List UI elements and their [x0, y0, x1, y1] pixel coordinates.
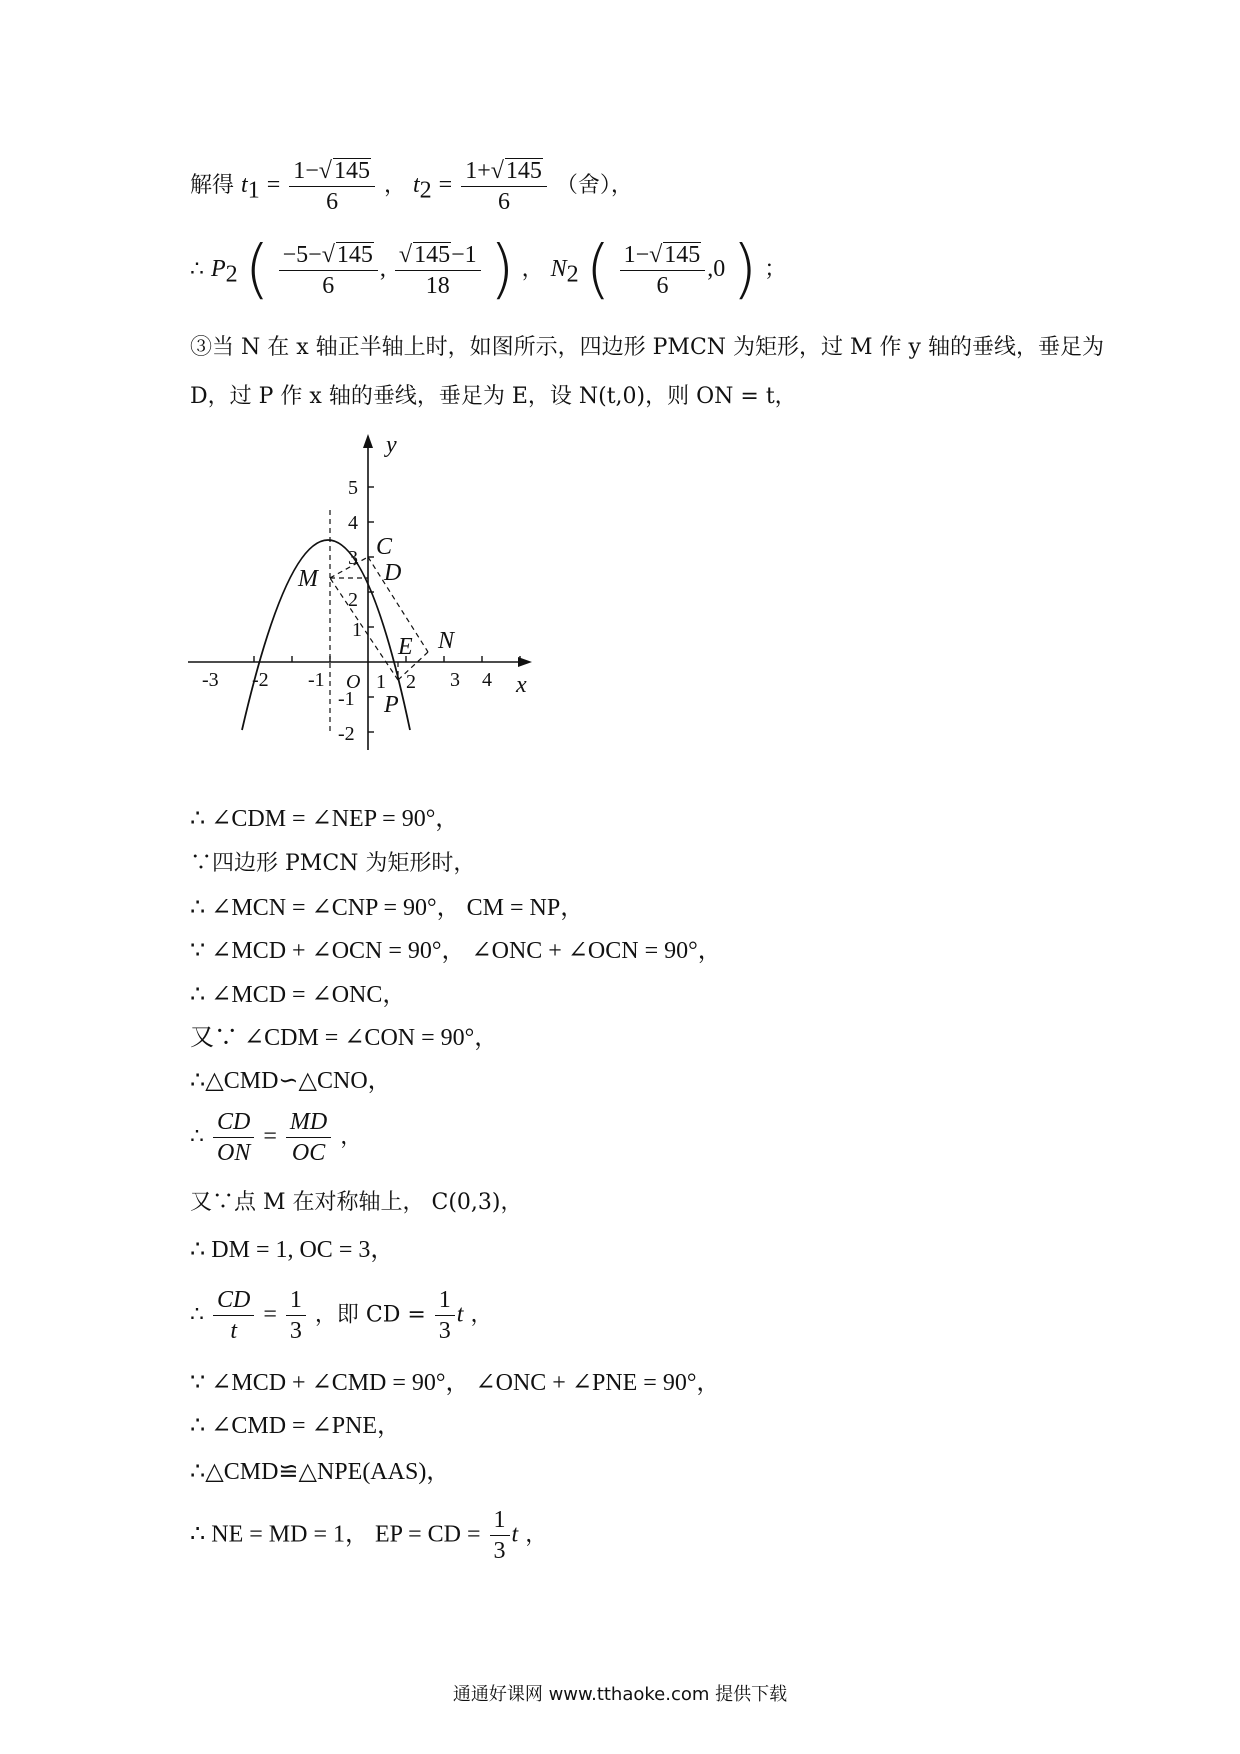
point-label-d: D — [384, 560, 402, 586]
text: ； — [764, 257, 787, 282]
denominator: 6 — [326, 189, 339, 215]
denominator: 6 — [322, 273, 335, 299]
point-n: N — [550, 256, 567, 282]
y-tick-label: 3 — [348, 547, 358, 569]
page-footer: 通通好课网 www.tthaoke.com 提供下载 — [452, 1684, 788, 1705]
y-tick-label: 2 — [348, 589, 358, 611]
var-t: t — [412, 172, 420, 198]
denominator: OC — [291, 1140, 326, 1166]
var-t: t — [456, 1301, 464, 1328]
text: ,0 — [707, 256, 726, 282]
proof-line: ∴ ∠MCN = ∠CNP = 90°， CM = NP， — [190, 895, 585, 921]
denominator: t — [230, 1318, 237, 1344]
fraction — [286, 1110, 331, 1165]
proof-line: ∵四边形 PMCN 为矩形时， — [190, 851, 476, 876]
text: ， — [340, 1124, 363, 1150]
equals: = — [266, 172, 281, 198]
point-p: P — [211, 256, 226, 282]
x-tick-label: -1 — [308, 669, 325, 691]
fraction-py: $\frac{√145-1}{18}$ — [395, 242, 481, 298]
radicand: 145 — [336, 242, 373, 268]
text: ，即 CD = — [314, 1302, 426, 1328]
subscript: 2 — [419, 177, 432, 204]
denominator: 3 — [493, 1538, 506, 1564]
proof-line: ∴△CMD∽△CNO， — [190, 1068, 392, 1094]
numerator: −5− — [282, 242, 322, 268]
denominator: 3 — [289, 1318, 302, 1344]
therefore: ∴ — [190, 1302, 204, 1328]
fraction-nx: $\frac{1-√145}{6}$ — [620, 242, 706, 298]
fraction — [435, 1288, 455, 1343]
equals: = — [438, 172, 453, 198]
proof-line: ∴ DM = 1, OC = 3， — [190, 1237, 395, 1263]
point-label-m: M — [298, 566, 318, 592]
proof-line-cd — [190, 1288, 492, 1343]
fraction — [286, 1288, 306, 1343]
point-label-p: P — [384, 692, 399, 718]
denominator: 6 — [656, 273, 669, 299]
var-t: t — [241, 172, 248, 198]
x-axis-label: x — [516, 672, 527, 698]
radicand: 145 — [664, 242, 701, 268]
subscript: 2 — [225, 261, 238, 288]
proof-line: 又∵点 M 在对称轴上， C(0,3)， — [190, 1190, 523, 1215]
x-tick-label: 2 — [406, 671, 416, 693]
text: （舍）， — [555, 173, 633, 198]
solution-line-p2-n2: ∴ $P_2$ ( $\frac{-5-√145}{6}$ , $\frac{√145-1}{18}$ ) ， $N_2$ ( $\frac{1-√145}{6}$ ,0 ) ； — [190, 233, 787, 307]
y-tick-label: 5 — [348, 477, 358, 499]
point-label-n: N — [438, 628, 455, 654]
fraction-t2: $\frac{1+√145}{6}$ — [461, 158, 547, 214]
proof-line: ∴ ∠CMD = ∠PNE， — [190, 1413, 402, 1439]
therefore: ∴ — [190, 257, 204, 282]
x-tick-label: -3 — [202, 669, 219, 691]
point-label-c: C — [376, 534, 393, 560]
x-tick-label: 3 — [450, 669, 460, 691]
case-three-text: ③当 N 在 x 轴正半轴上时，如图所示，四边形 PMCN 为矩形，过 M 作 y 轴的垂线，垂足为 — [190, 335, 1104, 360]
proof-line: 又∵ ∠CDM = ∠CON = 90°， — [190, 1025, 499, 1051]
equals: = — [263, 1301, 277, 1328]
numerator: −1 — [451, 242, 477, 268]
y-tick-label: -2 — [338, 723, 355, 745]
y-axis-arrow — [363, 434, 373, 448]
radicand: 145 — [414, 242, 451, 268]
case-three-text-cont: D，过 P 作 x 轴的垂线，垂足为 E，设 N(t,0)，则 ON = t， — [190, 384, 797, 409]
denominator: 18 — [425, 273, 450, 299]
y-axis-label: y — [386, 432, 397, 458]
var-t: t — [511, 1521, 519, 1548]
proof-line-final — [190, 1508, 547, 1563]
proof-line: ∴ ∠CDM = ∠NEP = 90°， — [190, 806, 460, 832]
x-tick-label: -2 — [252, 669, 269, 691]
proof-line: ∴△CMD≌△NPE(AAS)， — [190, 1459, 451, 1485]
therefore: ∴ — [190, 1124, 204, 1150]
text: ， — [383, 173, 406, 198]
numerator: 1 — [490, 1508, 510, 1536]
numerator: CD — [213, 1110, 254, 1138]
numerator: 1 — [286, 1288, 306, 1316]
numerator: 1− — [623, 242, 650, 268]
proof-line: ∵ ∠MCD + ∠CMD = 90°， ∠ONC + ∠PNE = 90°， — [190, 1370, 721, 1396]
numerator: 1 — [435, 1288, 455, 1316]
text: ∴ NE = MD = 1， EP = CD = — [190, 1521, 481, 1548]
text: ， — [525, 1522, 548, 1548]
parabola-figure — [180, 430, 540, 760]
numerator: 1+ — [465, 158, 491, 184]
denominator: ON — [217, 1140, 251, 1166]
denominator: 6 — [498, 189, 511, 215]
proof-line: ∵ ∠MCD + ∠OCN = 90°， ∠ONC + ∠OCN = 90°， — [190, 938, 722, 964]
equals: = — [263, 1123, 277, 1150]
y-tick-label: 4 — [348, 512, 358, 534]
y-tick-label: 1 — [352, 619, 362, 641]
numerator: MD — [286, 1110, 331, 1138]
fraction-t1: $\frac{1-√145}{6}$ — [289, 158, 375, 214]
text: ， — [470, 1302, 493, 1328]
numerator: CD — [213, 1288, 254, 1316]
radicand: 145 — [505, 158, 542, 184]
fraction — [213, 1110, 254, 1165]
x-tick-label: 1 — [376, 671, 386, 693]
text: ， — [521, 257, 544, 282]
subscript: 1 — [247, 177, 260, 204]
point-label-e: E — [398, 634, 413, 660]
fraction-px: $\frac{-5-√145}{6}$ — [279, 242, 378, 298]
radicand: 145 — [333, 158, 370, 184]
x-tick-label: 4 — [482, 669, 492, 691]
text: 解得 — [190, 173, 235, 198]
denominator: 3 — [438, 1318, 451, 1344]
origin-label: O — [346, 671, 361, 693]
fraction — [490, 1508, 510, 1563]
y-tick-label: -1 — [338, 688, 355, 710]
numerator: 1− — [293, 158, 319, 184]
comma: , — [379, 256, 386, 282]
proof-line: ∴ ∠MCD = ∠ONC， — [190, 982, 407, 1008]
solution-line-t-values — [190, 158, 633, 214]
proof-line-ratio — [190, 1110, 362, 1165]
fraction — [213, 1288, 254, 1343]
subscript: 2 — [566, 261, 579, 288]
